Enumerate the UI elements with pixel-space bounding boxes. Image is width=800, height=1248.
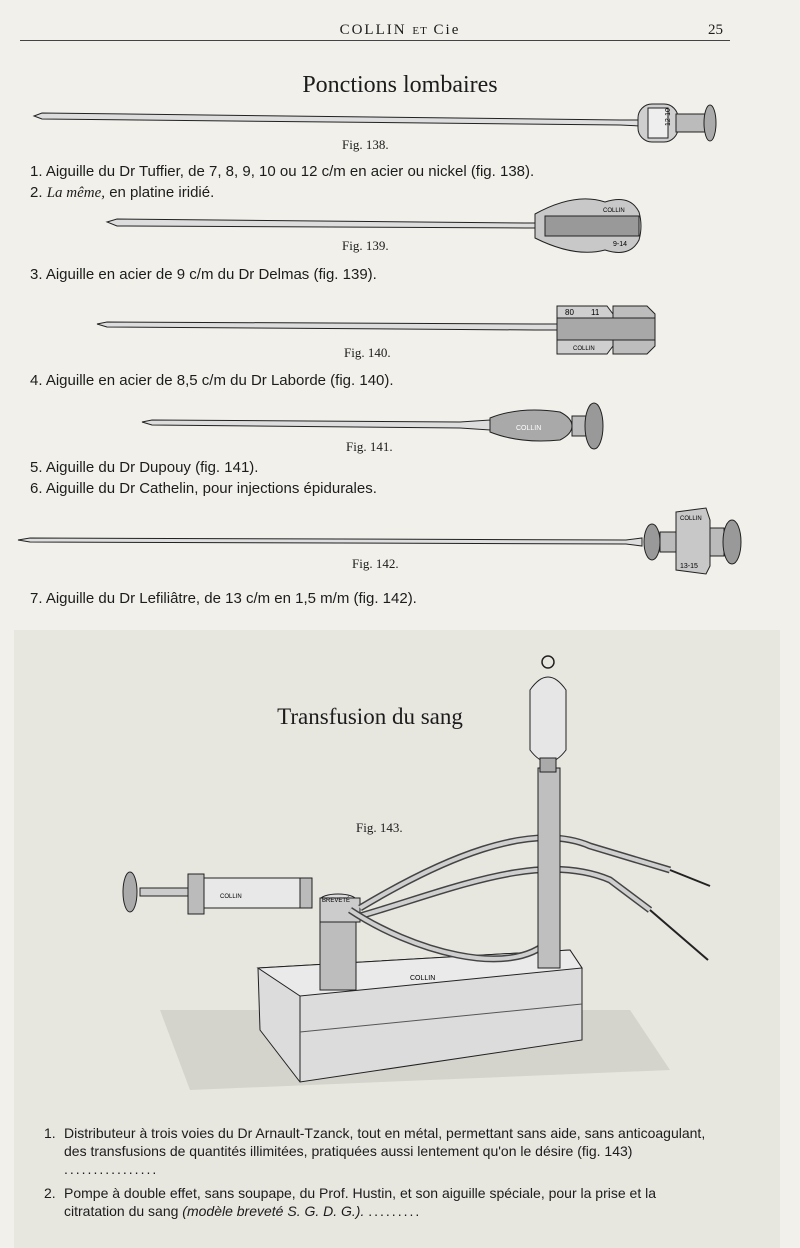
transfusion-apparatus — [110, 650, 730, 1100]
item-5: 5. Aiguille du Dr Dupouy (fig. 141). — [30, 459, 259, 476]
needle-142-size: 13-15 — [680, 563, 698, 570]
fig-138-caption: Fig. 138. — [342, 137, 389, 152]
item-2-italic: La même, — [46, 185, 106, 201]
item-4: 4. Aiguille en acier de 8,5 c/m du Dr Laborde (fig. 140). — [30, 372, 394, 389]
needle-138-size: 12-10 — [665, 108, 672, 126]
fig-142-caption: Fig. 142. — [352, 556, 399, 571]
needle-142-brand: COLLIN — [680, 516, 702, 522]
paragraph-1: 1. Distributeur à trois voies du Dr Arnault-Tzanck, tout en métal, permettant sans aide, sans anticoagulant, des transfusions de quantités illimitées, pratiquées aussi lentement qu'on le désire (fig. 143) ................ — [44, 1125, 706, 1177]
base-brand: COLLIN — [410, 975, 436, 982]
needle-140-a: 80 — [565, 308, 574, 317]
item-6: 6. Aiguille du Dr Cathelin, pour injections épidurales. — [30, 480, 377, 497]
header-rule — [20, 40, 730, 41]
item-2-rest: en platine iridié. — [109, 184, 215, 201]
item-2-num: 2. — [30, 184, 43, 201]
section-title-ponctions: Ponctions lombaires — [302, 72, 498, 98]
item-7: 7. Aiguille du Dr Lefiliâtre, de 13 c/m en 1,5 m/m (fig. 142). — [30, 590, 417, 607]
running-header — [0, 22, 800, 39]
brand-name: COLLIN — [339, 22, 407, 38]
paragraph-2-italic: (modèle breveté S. G. D. G.). — [182, 1203, 365, 1219]
needle-139-brand: COLLIN — [603, 208, 625, 214]
paragraph-1-num: 1. — [44, 1125, 56, 1141]
needle-139-size: 9-14 — [613, 241, 628, 248]
paragraph-2-text: Pompe à double effet, sans soupape, du Prof. Hustin, et son aiguille spéciale, pour la prise et la citratation du sang — [64, 1185, 656, 1219]
needle-140-brand: COLLIN — [573, 346, 595, 352]
item-1: 1. Aiguille du Dr Tuffier, de 7, 8, 9, 10 ou 12 c/m en acier ou nickel (fig. 138). — [30, 163, 535, 180]
needle-141-brand: COLLIN — [516, 425, 542, 432]
needle-140-b: 11 — [591, 308, 600, 317]
paragraph-2: 2. Pompe à double effet, sans soupape, du Prof. Hustin, et son aiguille spéciale, pour la prise et la citratation du sang (modèle breveté S. G. D. G.). ......... — [44, 1185, 656, 1219]
fig-140-caption: Fig. 140. — [344, 345, 391, 360]
header-cie: Cie — [433, 22, 461, 38]
section-title-transfusion: Transfusion du sang — [277, 704, 463, 729]
fig-139-caption: Fig. 139. — [342, 238, 389, 253]
breveté-label: BREVETÉ — [322, 898, 351, 904]
syringe-brand: COLLIN — [220, 894, 242, 900]
paragraph-2-num: 2. — [44, 1185, 56, 1201]
item-3: 3. Aiguille en acier de 9 c/m du Dr Delmas (fig. 139). — [30, 266, 377, 283]
fig-141-caption: Fig. 141. — [346, 439, 393, 454]
page-number: 25 — [708, 22, 723, 38]
fig-143-caption: Fig. 143. — [356, 820, 403, 835]
header-et: ET — [412, 25, 428, 37]
paragraph-1-text: Distributeur à trois voies du Dr Arnault-Tzanck, tout en métal, permettant sans aide, sans anticoagulant, des transfusions de quantités illimitées, pratiquées aussi lentement qu'on le désire (fig. 143) — [64, 1125, 706, 1159]
